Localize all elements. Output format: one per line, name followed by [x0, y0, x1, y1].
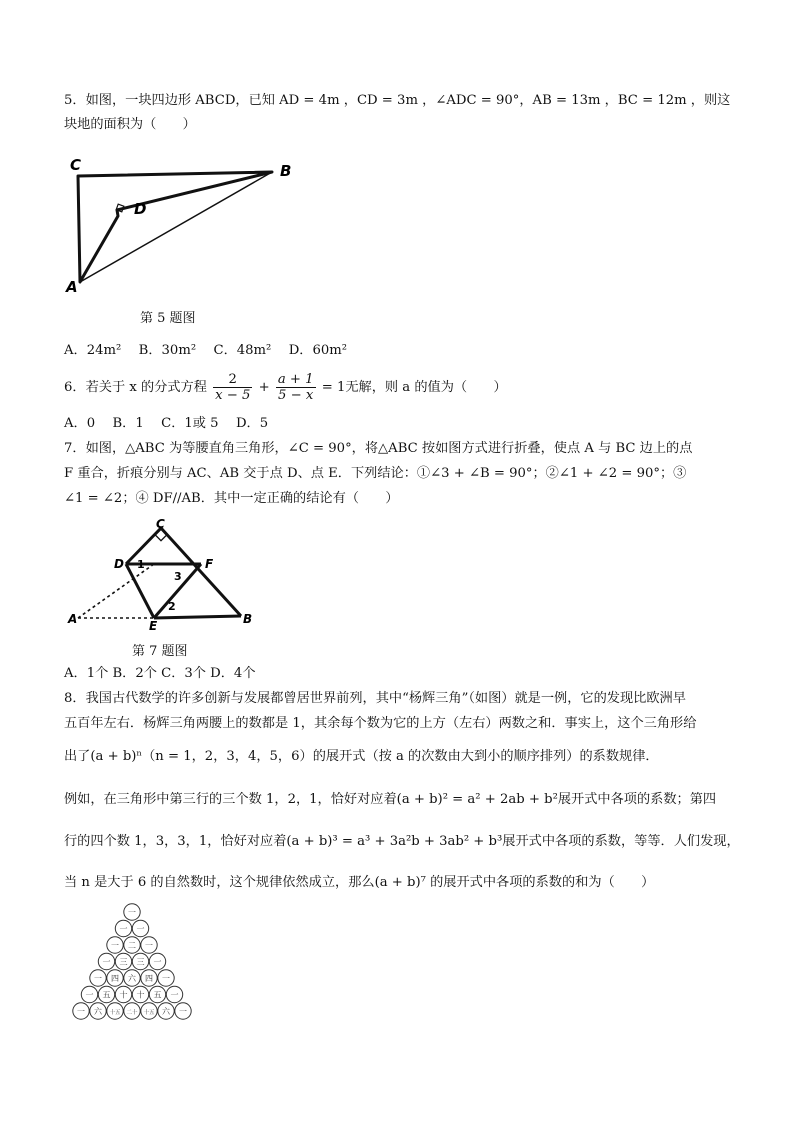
triangle-cell-number: 一 — [85, 990, 94, 1000]
q8-text-line-3: 出了(a + b)ⁿ（n = 1，2，3，4，5，6）的展开式（按 a 的次数由大到小的顺序排列）的系数规律． — [64, 749, 659, 764]
triangle-cell-number: 十五 — [143, 1010, 155, 1016]
triangle-cell — [141, 970, 157, 986]
triangle-cell-number: 十 — [136, 990, 145, 1000]
triangle-cell — [124, 1003, 140, 1019]
triangle-cell-number: 六 — [94, 1007, 102, 1016]
q6-fraction-1-numerator: 2 — [213, 372, 252, 388]
triangle-cell-number: 一 — [102, 957, 111, 967]
q7-label-angle-1: 1 — [137, 558, 145, 571]
q5-label-d: D — [134, 200, 147, 218]
triangle-cell — [175, 1003, 191, 1019]
triangle-cell — [149, 953, 165, 969]
triangle-cell-number: 三 — [136, 957, 145, 967]
triangle-cell — [115, 920, 131, 936]
q6-fraction-2-numerator: a + 1 — [277, 372, 314, 387]
q7-label-d: D — [114, 557, 124, 571]
triangle-cell-number: 二十 — [126, 1010, 138, 1016]
q6-options: A．0 B．1 C．1或 5 D．5 — [64, 416, 269, 431]
q5-label-c: C — [70, 156, 82, 174]
q7-label-c: C — [156, 517, 165, 531]
triangle-cell-number: 十五 — [109, 1010, 121, 1016]
triangle-cell — [124, 937, 140, 953]
q6-fraction-1 — [213, 372, 252, 403]
triangle-cell — [166, 986, 182, 1002]
triangle-cell — [132, 920, 148, 936]
q5-figure-quadrilateral — [60, 150, 320, 300]
q7-figure-fold — [66, 516, 256, 632]
triangle-cell-number: 一 — [179, 1007, 187, 1016]
triangle-cell — [107, 1003, 123, 1019]
q8-text-line-1: 8．我国古代数学的许多创新与发展都曾居世界前列，其中“杨辉三角”（如图）就是一例，它的发现比欧洲早 — [64, 691, 686, 706]
triangle-cell — [90, 970, 106, 986]
triangle-cell — [124, 904, 140, 920]
q5-options: A．24m² B．30m² C．48m² D．60m² — [64, 343, 348, 358]
q6-plus: + — [258, 380, 270, 395]
q7-caption: 第 7 题图 — [132, 644, 188, 659]
triangle-cell-number: 一 — [119, 924, 128, 934]
q8-text-line-6: 当 n 是大于 6 的自然数时，这个规律依然成立，那么(a + b)⁷ 的展开式中各项的系数的和为（ ） — [64, 875, 655, 890]
q5-text-line-1: 5．如图，一块四边形 ABCD，已知 AD = 4m ，CD = 3m ，∠ADC = 90°，AB = 13m ，BC = 12m ，则这 — [64, 93, 731, 108]
q7-label-a: A — [68, 612, 78, 626]
q6-fraction-2-denominator: 5 − x — [278, 388, 314, 403]
q6-prefix: 6．若关于 x 的分式方程 — [64, 380, 207, 395]
triangle-cell-number: 五 — [153, 990, 162, 1000]
triangle-cell-number: 一 — [128, 908, 136, 917]
q6-fraction-1-denominator: x − 5 — [215, 388, 251, 403]
q7-label-e: E — [149, 619, 158, 632]
triangle-cell — [115, 986, 131, 1002]
triangle-cell-number: 一 — [94, 974, 102, 983]
triangle-cell-number: 一 — [77, 1007, 85, 1016]
triangle-cell — [107, 937, 123, 953]
q7-label-f: F — [205, 557, 214, 571]
q8-text-line-4: 例如，在三角形中第三行的三个数 1，2，1，恰好对应着(a + b)² = a² + 2ab + b²展开式中各项的系数；第四 — [64, 792, 717, 807]
triangle-cell — [141, 937, 157, 953]
triangle-cell-number: 一 — [111, 941, 119, 950]
triangle-cell-number: 五 — [102, 990, 111, 1000]
triangle-cell — [132, 986, 148, 1002]
triangle-cell-number: 十 — [119, 990, 128, 1000]
triangle-cell-number: 六 — [162, 1007, 170, 1016]
triangle-cell-number: 六 — [128, 974, 136, 983]
triangle-cell-number: 一 — [170, 990, 179, 1000]
q6-fraction-2 — [276, 372, 316, 403]
triangle-cell-number: 二 — [128, 941, 136, 950]
triangle-cell — [107, 970, 123, 986]
triangle-cell — [73, 1003, 89, 1019]
q7-label-angle-3: 3 — [174, 570, 182, 583]
q6-text — [64, 372, 507, 404]
triangle-cell-number: 一 — [153, 957, 162, 967]
q7-label-b: B — [243, 612, 253, 626]
q8-text-line-5: 行的四个数 1，3，3，1，恰好对应着(a + b)³ = a³ + 3a²b + 3ab² + b³展开式中各项的系数，等等．人们发现， — [64, 834, 740, 849]
q7-text-line-3: ∠1 = ∠2；④ DF//AB．其中一定正确的结论有（ ） — [64, 491, 399, 506]
q7-text-line-2: F 重合，折痕分别与 AC、AB 交于点 D、点 E．下列结论：①∠3 + ∠B = 90°；②∠1 + ∠2 = 90°；③ — [64, 466, 687, 481]
q5-label-b: B — [280, 162, 292, 180]
triangle-cell-number: 一 — [145, 941, 153, 950]
q5-label-a: A — [66, 278, 78, 296]
triangle-cell-number: 三 — [119, 957, 128, 967]
q5-text-line-2: 块地的面积为（ ） — [64, 117, 196, 132]
triangle-cell — [98, 986, 114, 1002]
q7-options: A．1个 B．2个 C．3个 D．4个 — [64, 666, 256, 681]
triangle-cell — [124, 970, 140, 986]
q8-figure-yanghui-triangle — [62, 900, 202, 1028]
q8-text-line-2: 五百年左右．杨辉三角两腰上的数都是 1，其余每个数为它的上方（左右）两数之和．事实上，这个三角形给 — [64, 716, 697, 731]
triangle-cell-number: 一 — [162, 974, 170, 983]
triangle-cell — [141, 1003, 157, 1019]
triangle-cell-number: 四 — [145, 974, 153, 983]
triangle-cell — [149, 986, 165, 1002]
q5-caption: 第 5 题图 — [140, 311, 196, 326]
triangle-cell-number: 四 — [111, 974, 119, 983]
triangle-cell — [115, 953, 131, 969]
q7-label-angle-2: 2 — [168, 600, 176, 613]
q6-suffix: = 1无解，则 a 的值为（ ） — [321, 380, 507, 395]
q7-text-line-1: 7．如图，△ABC 为等腰直角三角形，∠C = 90°，将△ABC 按如图方式进行折叠，使点 A 与 BC 边上的点 — [64, 441, 693, 456]
triangle-cell — [158, 1003, 174, 1019]
triangle-cell — [90, 1003, 106, 1019]
triangle-cell — [98, 953, 114, 969]
triangle-cell-number: 一 — [136, 924, 145, 934]
triangle-cell — [158, 970, 174, 986]
triangle-cell — [81, 986, 97, 1002]
triangle-cell — [132, 953, 148, 969]
